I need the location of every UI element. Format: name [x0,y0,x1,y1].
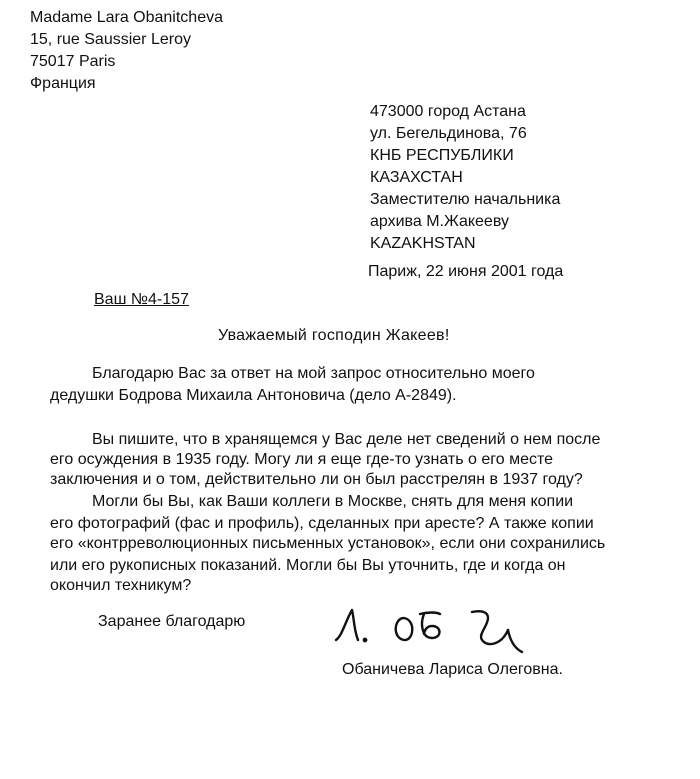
sender-country: Франция [30,75,96,92]
recipient-line: КАЗАХСТАН [370,169,463,186]
letter-date: Париж, 22 июня 2001 года [368,263,564,280]
paragraph-line: Могли бы Вы, как Ваши коллеги в Москве, снять для меня копии [92,493,574,510]
paragraph-line: его «контрреволюционных письменных установок», если они сохранились [50,535,606,552]
sender-street: 15, rue Saussier Leroy [30,31,191,48]
recipient-line: 473000 город Астана [370,103,526,120]
recipient-line: KAZAKHSTAN [370,235,476,252]
sender-name: Madame Lara Obanitcheva [30,9,223,26]
greeting: Уважаемый господин Жакеев! [218,327,450,344]
paragraph-line: Вы пишите, что в хранящемся у Вас деле нет сведений о нем после [92,431,601,448]
paragraph-line: его осуждения в 1935 году. Могу ли я еще где-то узнать о его месте [50,451,554,468]
paragraph-line: Благодарю Вас за ответ на мой запрос относительно моего [92,365,535,382]
recipient-line: ул. Бегельдинова, 76 [370,125,527,142]
reference-number: Ваш №4-157 [94,291,189,308]
recipient-line: КНБ РЕСПУБЛИКИ [370,147,514,164]
sender-city: 75017 Paris [30,53,116,70]
paragraph-line: заключения и о том, действительно ли он был расстрелян в 1937 году? [50,471,583,488]
paragraph-line: его фотографий (фас и профиль), сделанных при аресте? А также копии [50,515,594,532]
recipient-line: Заместителю начальника [370,191,561,208]
handwritten-signature [332,600,532,664]
closing: Заранее благодарю [98,613,246,630]
signature-name: Обаничева Лариса Олеговна. [342,661,563,678]
paragraph-line: окончил техникум? [50,577,192,594]
paragraph-line: или его рукописных показаний. Могли бы Вы уточнить, где и когда он [50,557,566,574]
paragraph-line: дедушки Бодрова Михаила Антоновича (дело А-2849). [50,387,457,404]
recipient-line: архива М.Жакееву [370,213,509,230]
